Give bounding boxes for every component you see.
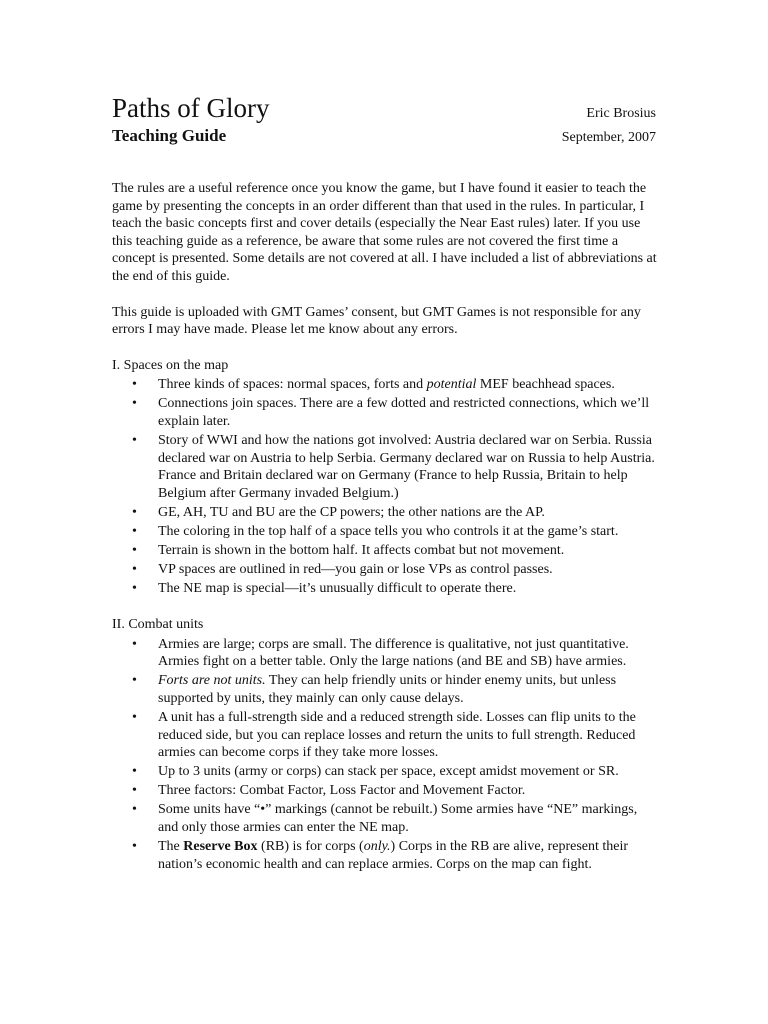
list-item: • Three kinds of spaces: normal spaces, forts and potential MEF beachhead spaces. — [158, 376, 660, 394]
list-item: • A unit has a full-strength side and a reduced strength side. Losses can flip units to the reduced side, but you can replace losses and return the units to full strength. Reduced armies can become corps if they take more losses. — [158, 709, 660, 762]
list-item: • Connections join spaces. There are a few dotted and restricted connections, which we’ll explain later. — [158, 395, 660, 430]
list-item: • The NE map is special—it’s unusually difficult to operate there. — [158, 580, 660, 598]
list-item: • Terrain is shown in the bottom half. It affects combat but not movement. — [158, 542, 660, 560]
author-name: Eric Brosius — [586, 106, 656, 121]
document-header — [112, 92, 656, 148]
document-body — [112, 180, 660, 891]
list-item: • The Reserve Box (RB) is for corps (only.) Corps in the RB are alive, represent their nation’s economic health and can replace armies. Corps on the map can fight. — [158, 838, 660, 873]
section-heading-combat-units: II. Combat units — [112, 616, 204, 632]
document-title: Paths of Glory — [112, 93, 270, 123]
list-item: • The coloring in the top half of a space tells you who controls it at the game’s start. — [158, 523, 660, 541]
list-item: • VP spaces are outlined in red—you gain or lose VPs as control passes. — [158, 561, 660, 579]
list-item: • Three factors: Combat Factor, Loss Factor and Movement Factor. — [158, 782, 660, 800]
list-item: • Armies are large; corps are small. The difference is qualitative, not just quantitative. Armies fight on a better table. Only the large nations (and BE and SB) have armies. — [158, 636, 660, 671]
combat-units-list — [112, 636, 660, 874]
list-item: • GE, AH, TU and BU are the CP powers; the other nations are the AP. — [158, 504, 660, 522]
list-item: • Forts are not units. They can help friendly units or hinder enemy units, but unless supported by units, they mainly can only cause delays. — [158, 672, 660, 707]
intro-paragraph: The rules are a useful reference once you know the game, but I have found it easier to teach the game by presenting the concepts in an order different than that used in the rules. In particular, I teach the basic concepts first and cover details (especially the Near East rules) later. If you use this teaching guide as a reference, be aware that some rules are not covered the first time a concept is presented. Some details are not covered at all. I have included a list of abbreviations at the end of this guide. — [112, 181, 657, 284]
document-subtitle: Teaching Guide — [112, 126, 227, 145]
list-item: • Some units have “•” markings (cannot be rebuilt.) Some armies have “NE” markings, and only those armies can enter the NE map. — [158, 801, 660, 836]
section-heading-spaces: I. Spaces on the map — [112, 357, 229, 373]
spaces-list — [112, 376, 660, 598]
document-date: September, 2007 — [561, 130, 656, 145]
list-item: • Story of WWI and how the nations got involved: Austria declared war on Serbia. Russia declared war on Austria to help Serbia. Germany declared war on Russia to help Austria. France and Britain declared war on Germany (France to help Russia, Britain to help Belgium after Germany invaded Belgium.) — [158, 432, 660, 502]
consent-paragraph: This guide is uploaded with GMT Games’ consent, but GMT Games is not responsible for any errors I may have made. Please let me know about any errors. — [112, 304, 641, 338]
list-item: • Up to 3 units (army or corps) can stack per space, except amidst movement or SR. — [158, 763, 660, 781]
